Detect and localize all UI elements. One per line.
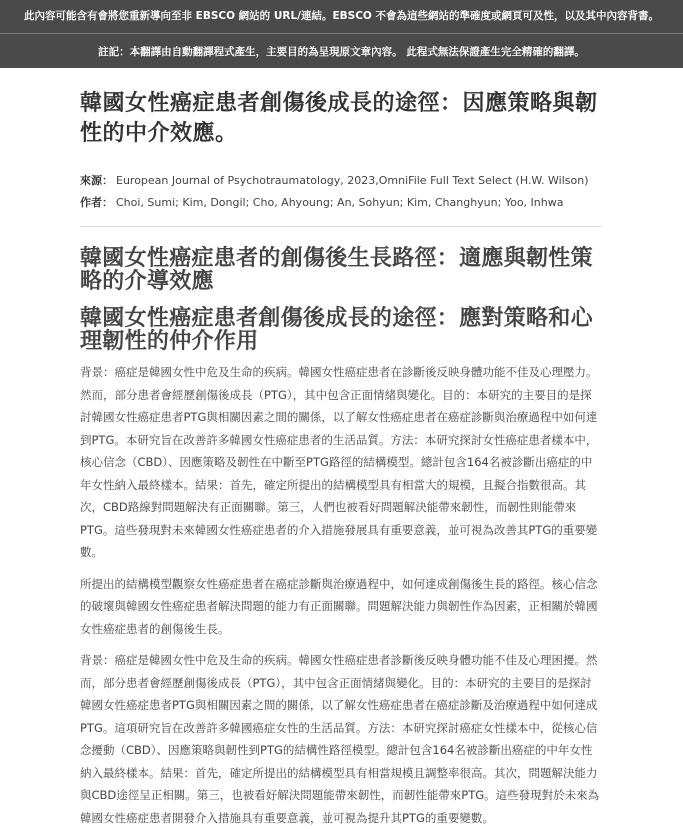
article-metadata [80, 170, 602, 214]
body-heading-2: 韓國女性癌症患者創傷後成長的途徑：應對策略和心理韌性的仲介作用 [80, 306, 593, 354]
translation-note-banner [0, 34, 683, 68]
translation-note-text: 註記：本翻譯由自動翻譯程式產生，主要目的為呈現原文章內容。 此程式無法保證產生完全精確的翻譯。 [98, 46, 585, 58]
section-divider [80, 226, 602, 227]
abstract-paragraph-1: 背景：癌症是韓國女性中危及生命的疾病。韓國女性癌症患者在診斷後反映身體功能不佳及心理壓力。然而，部分患者會經歷創傷後成長（PTG），其中包含正面情緒與變化。目的：本研究的主要目的是探討韓國女性癌症患者PTG與相關因素之間的關係，以了解女性癌症患者在癌症診斷與治療過程中如何達到PTG。本研究旨在改善許多韓國女性癌症患者的生活品質。方法：本研究探討女性癌症患者樣本中，核心信念（CBD）、因應策略及韌性在中斷至PTG路徑的結構模型。總計包含164名被診斷出癌症的中年女性納入最終樣本。結果：首先，確定所提出的結構模型具有相當大的規模，且擬合指數很高。其次，CBD路線對問題解決有正面關聯。第三，人們也被看好問題解決能帶來韌性，而韌性則能帶來PTG。這些發現對未來韓國女性癌症患者的介入措施發展具有重要意義，並可視為改善其PTG的重要變數。 [80, 365, 598, 559]
external-link-disclaimer-banner [0, 0, 683, 33]
source-row [80, 170, 602, 192]
abstract-paragraph-3: 背景：癌症是韓國女性中危及生命的疾病。韓國女性癌症患者診斷後反映身體功能不佳及心理困擾。然而，部分患者會經歷創傷後成長（PTG），其中包含正面情緒與變化。目的：本研究的主要目的是探討韓國女性癌症患者PTG與相關因素之間的關係，以了解女性癌症患者在癌症診斷及治療過程中如何達成PTG。這項研究旨在改善許多韓國癌症女性的生活品質。方法：本研究探討癌症女性樣本中，從核心信念擾動（CBD）、因應策略與韌性到PTG的結構性路徑模型。總計包含164名被診斷出癌症的中年女性納入最終樣本。結果：首先，確定所提出的結構模型具有相當規模且調整率很高。其次，問題解決能力與CBD途徑呈正相關。第三，也被看好解決問題能帶來韌性，而韌性能帶來PTG。這些發現對於未來為韓國女性癌症患者開發介入措施具有重要意義，並可視為提升其PTG的重要變數。 [80, 653, 600, 825]
source-value: European Journal of Psychotraumatology, 2023,OmniFile Full Text Select (H.W. Wilson) [116, 174, 589, 187]
authors-row [80, 192, 602, 214]
body-heading-1: 韓國女性癌症患者的創傷後生長路徑：適應與韌性策略的介導效應 [80, 246, 593, 294]
authors-label: 作者： [80, 196, 113, 209]
source-label: 來源： [80, 174, 113, 187]
article-title: 韓國女性癌症患者創傷後成長的途徑：因應策略與韌性的中介效應。 [80, 91, 598, 146]
article-content [0, 89, 683, 829]
abstract-paragraph-2: 所提出的結構模型觀察女性癌症患者在癌症診斷與治療過程中，如何達成創傷後生長的路徑。核心信念的破壞與韓國女性癌症患者解決問題的能力有正面關聯。問題解決能力與韌性作為因素，正相關於韓國女性癌症患者的創傷後生長。 [80, 576, 598, 636]
disclaimer-text: 此內容可能含有會將您重新導向至非 EBSCO 網站的 URL/連結。EBSCO 不會為這些網站的準確度或網頁可及性，以及其中內容背書。 [24, 10, 659, 22]
authors-value[interactable]: Choi, Sumi; Kim, Dongil; Cho, Ahyoung; An, Sohyun; Kim, Changhyun; Yoo, Inhwa [116, 196, 564, 209]
